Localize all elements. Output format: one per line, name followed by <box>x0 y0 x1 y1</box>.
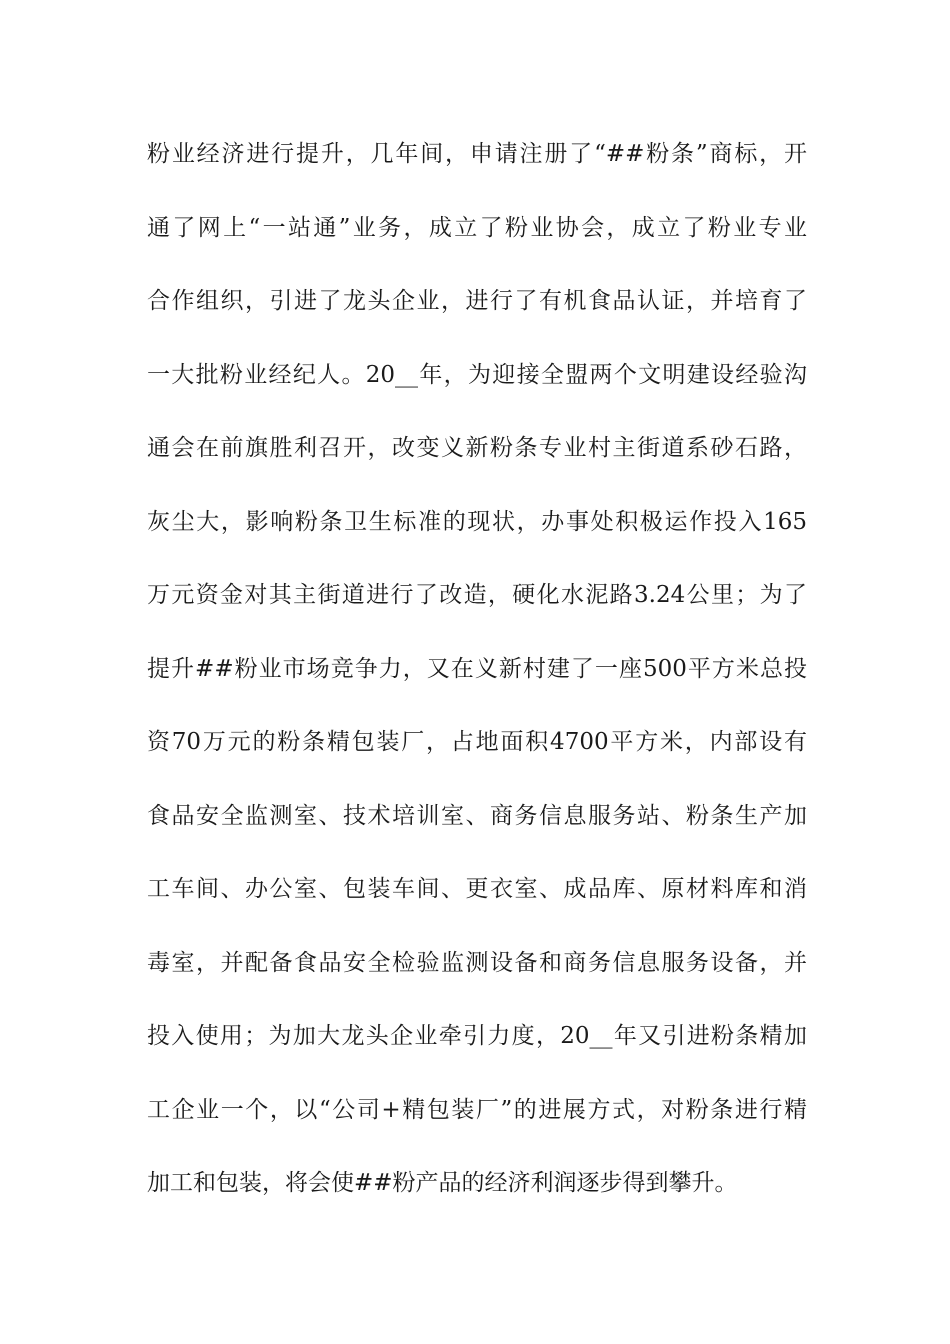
text-line: 灰尘大，影响粉条卫生标准的现状，办事处积极运作投入165 <box>147 508 807 535</box>
text-line: 食品安全监测室、技术培训室、商务信息服务站、粉条生产加 <box>147 802 807 829</box>
text-line: 粉业经济进行提升，几年间，申请注册了“##粉条”商标，开 <box>147 141 807 167</box>
text-line: 一大批粉业经纪人。20__年，为迎接全盟两个文明建设经验沟 <box>147 361 807 388</box>
text-line: 毒室，并配备食品安全检验监测设备和商务信息服务设备，并 <box>147 949 807 976</box>
body-paragraph <box>147 131 807 1234</box>
text-line: 提升##粉业市场竞争力，又在义新村建了一座500平方米总投 <box>147 655 807 682</box>
text-line: 工车间、办公室、包装车间、更衣室、成品库、原材料库和消 <box>147 876 807 902</box>
text-line: 通了网上“一站通”业务，成立了粉业协会，成立了粉业专业 <box>147 214 807 241</box>
text-line: 万元资金对其主街道进行了改造，硬化水泥路3.24公里；为了 <box>147 582 807 608</box>
text-line: 资70万元的粉条精包装厂，占地面积4700平方米，内部设有 <box>147 729 807 755</box>
text-line: 加工和包装，将会使##粉产品的经济利润逐步得到攀升。 <box>147 1170 738 1196</box>
text-line: 投入使用；为加大龙头企业牵引力度，20__年又引进粉条精加 <box>147 1023 807 1049</box>
text-line: 通会在前旗胜利召开，改变义新粉条专业村主街道系砂石路， <box>147 435 807 461</box>
text-line: 合作组织，引进了龙头企业，进行了有机食品认证，并培育了 <box>147 288 807 314</box>
text-line: 工企业一个，以“公司+精包装厂”的进展方式，对粉条进行精 <box>147 1096 807 1123</box>
